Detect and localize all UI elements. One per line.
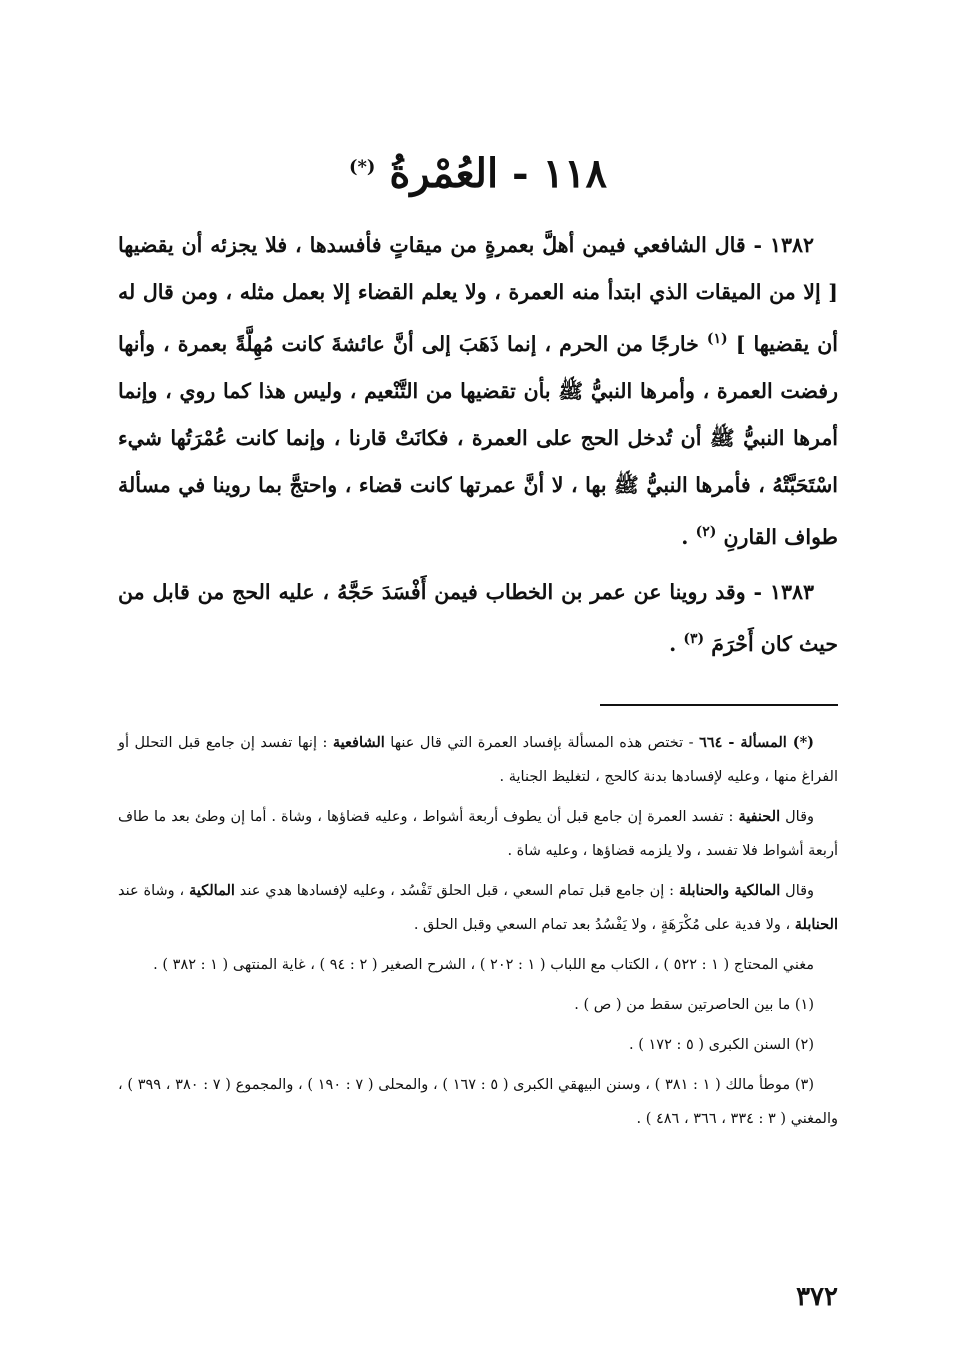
hanafi-school: الحنفية [738, 808, 781, 825]
footnote-ref-2: (٢) [695, 523, 717, 540]
paragraph-1382-part1: ١٣٨٢ - قال الشافعي فيمن أهلَّ بعمرةٍ من ميقاتٍ فأفسدها ، فلا يجزئه أن يقضيها [ إلا من الميقات الذي ابتدأ منه العمرة ، ولا يعلم القضاء إلا بعمل مثله ، ومن قال له أن يقضيها ] [118, 233, 838, 356]
maliki-text2: ، وشاة عند [118, 883, 185, 899]
footnote-1: (١) ما بين الحاصرتين سقط من ( ص ) . [574, 997, 814, 1013]
paragraph-1383 [118, 569, 838, 668]
paragraph-1382 [118, 222, 838, 561]
maliki-school: المالكية والحنابلة [678, 882, 781, 899]
paragraph-1382-part2: خارجًا من الحرم ، إنما ذَهَبَ إلى أنَّ عائشةَ كانت مُهِلَّةً بعمرة ، وأنها رفضت العمرة ، وأمرها النبيُّ ﷺ بأن تقضيها من التَّنْعيم ، وليس هذا كما روي ، وإنما أمرها النبيُّ ﷺ أن تُدخل الحج على العمرة ، فكانَتْ قارنا ، وإنما كانت عُمْرَتُها شيء اسْتَحَبَّتْهُ ، فأمرها النبيُّ ﷺ بها ، لا أنَّ عمرتها كانت قضاء ، واحتجَّ بما روينا في مسألة طواف القارنِ [118, 331, 838, 549]
masala-text2: : إنها تفسد إن جامع قبل التحلل أو الفراغ منها ، وعليه لإفسادها بدنة كالحج ، لتغليظ الجناية . [118, 735, 838, 785]
chapter-footnote-marker: (*) [348, 156, 376, 178]
masala-school: الشافعية [332, 734, 385, 751]
chapter-title-text: ١١٨ - العُمْرةُ [389, 150, 608, 197]
footnotes [118, 726, 838, 1142]
maliki-school3: الحنابلة [794, 916, 838, 933]
footnote-hanafi [118, 800, 838, 868]
masala-text1: - تختص هذه المسألة بإفساد العمرة التي قال عنها [390, 735, 694, 751]
footnote-sources: مغني المحتاج ( ١ : ٥٢٢ ) ، الكتاب مع اللباب ( ١ : ٢٠٢ ) ، الشرح الصغير ( ٢ : ٩٤ ) ، غاية المنتهى ( ١ : ٣٨٢ ) . [153, 957, 814, 973]
footnote-divider [600, 704, 838, 706]
hanafi-prefix: وقال [785, 809, 815, 825]
page-number: ٣٧٢ [796, 1282, 838, 1312]
masala-label: (*) المسألة - ٦٦٤ [699, 734, 815, 751]
footnote-maliki [118, 874, 838, 942]
main-text [118, 222, 838, 675]
footnote-3: (٣) موطأ مالك ( ١ : ٣٨١ ) ، وسنن البيهقي الكبرى ( ٥ : ١٦٧ ) ، والمحلى ( ٧ : ١٩٠ ) ، والمجموع ( ٧ : ٣٨٠ ، ٣٩٩ ) ، والمغني ( ٣ : ٣٣٤ ، ٣٦٦ ، ٤٨٦ ) . [118, 1077, 838, 1127]
chapter-title [0, 150, 956, 197]
footnote-ref-3: (٣) [683, 630, 705, 647]
hanafi-text: : تفسد العمرة إن جامع قبل أن يطوف أربعة أشواط ، وعليه قضاؤها ، وشاة . أما إن وطئ بعد ما طاف أربعة أشواط فلا تفسد ، ولا يلزمه قضاؤها ، وعليه شاة . [118, 809, 838, 859]
paragraph-1382-end: . [681, 524, 689, 549]
paragraph-1383-end: . [669, 631, 677, 656]
footnote-masala [118, 726, 838, 794]
footnote-ref-1: (١) [706, 331, 728, 347]
maliki-school2: المالكية [189, 882, 235, 899]
paragraph-1383-part1: ١٣٨٣ - وقد روينا عن عمر بن الخطاب فيمن أَفْسَدَ حَجَّهُ ، عليه الحج من قابل من حيث كان أَحْرَمَ [118, 579, 838, 656]
maliki-text3: ، ولا فدية على مُكْرَهَةٍ ، ولا يَفْسُدُ بعد تمام السعي وقبل الحلق . [413, 917, 791, 933]
footnote-2: (٢) السنن الكبرى ( ٥ : ١٧٢ ) . [629, 1037, 814, 1053]
maliki-text1: : إن جامع قبل تمام السعي ، قبل الحلق تَفْسُد ، وعليه لإفسادها هدي عند [239, 883, 675, 899]
maliki-prefix: وقال [785, 883, 815, 899]
